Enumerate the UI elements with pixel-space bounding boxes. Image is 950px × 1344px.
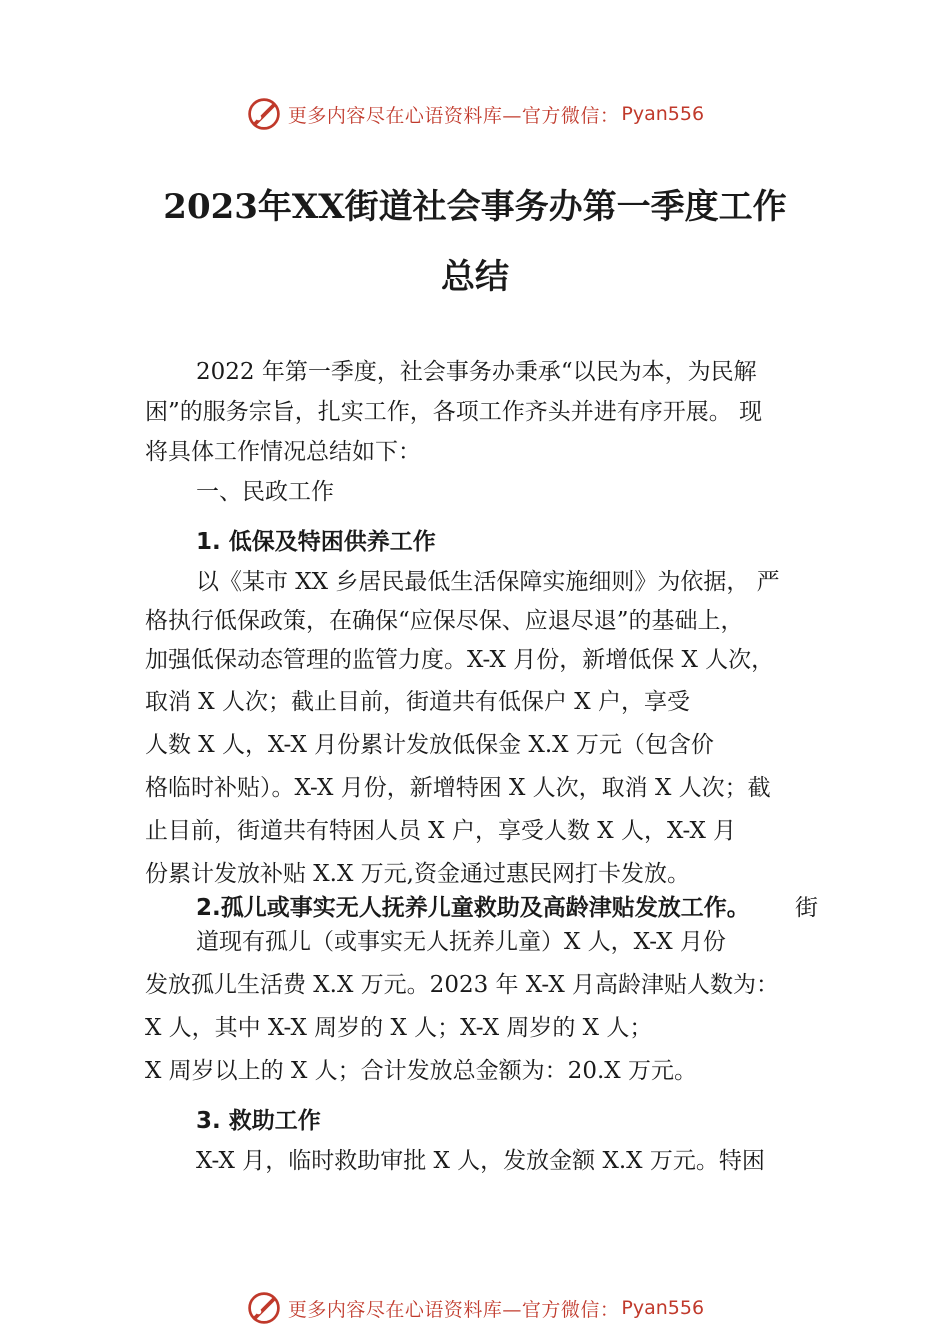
body-line: 2022 年第一季度，社会事务办秉承“以民为本，为民解 [196, 359, 757, 385]
body-line: 人数 X 人，X-X 月份累计发放低保金 X.X 万元（包含价 [145, 732, 714, 758]
pen-logo-icon [246, 96, 282, 132]
watermark-text: 更多内容尽在心语资料库—官方微信： [287, 104, 620, 127]
body-line: 份累计发放补贴 X.X 万元,资金通过惠民网打卡发放。 [145, 861, 690, 887]
body-line: 道现有孤儿（或事实无人抚养儿童）X 人，X-X 月份 [196, 929, 726, 955]
body-line: X 人，其中 X-X 周岁的 X 人；X-X 周岁的 X 人； [145, 1015, 653, 1041]
body-line: 格执行低保政策，在确保“应保尽保、应退尽退”的基础上， [145, 608, 744, 634]
body-line: 止目前，街道共有特困人员 X 户，享受人数 X 人，X-X 月 [145, 818, 737, 844]
body-line: 取消 X 人次；截止目前，街道共有低保户 X 户，享受 [145, 689, 690, 715]
document-title-line-2: 总结 [441, 257, 509, 297]
wechat-id: Pyan556 [621, 103, 705, 125]
subsection-heading: 2.孤儿或事实无人抚养儿童救助及高龄津贴发放工作。 [196, 895, 750, 921]
body-line: 将具体工作情况总结如下： [145, 439, 421, 465]
body-line: 困”的服务宗旨，扎实工作，各项工作齐头并进有序开展。 现 [145, 399, 763, 425]
body-line: 街 [795, 895, 818, 921]
watermark-text: 更多内容尽在心语资料库—官方微信： [287, 1298, 620, 1321]
watermark-banner-bottom [0, 1288, 950, 1328]
pen-logo-icon [246, 1290, 282, 1326]
body-line: X 周岁以上的 X 人；合计发放总金额为：20.X 万元。 [145, 1058, 697, 1084]
body-line: X-X 月，临时救助审批 X 人，发放金额 X.X 万元。特困 [196, 1148, 765, 1174]
subsection-heading: 3. 救助工作 [196, 1108, 321, 1134]
document-title-line-1: 2023年XX街道社会事务办第一季度工作 [163, 187, 787, 227]
body-line: 发放孤儿生活费 X.X 万元。2023 年 X-X 月高龄津贴人数为： [145, 972, 780, 998]
body-line: 加强低保动态管理的监管力度。X-X 月份，新增低保 X 人次， [145, 647, 775, 673]
body-line: 以《某市 XX 乡居民最低生活保障实施细则》为依据， 严 [196, 569, 780, 595]
wechat-id: Pyan556 [621, 1297, 705, 1319]
body-line: 格临时补贴）。X-X 月份，新增特困 X 人次，取消 X 人次；截 [145, 775, 771, 801]
watermark-banner-top [0, 94, 950, 134]
section-heading: 一、民政工作 [196, 479, 334, 505]
subsection-heading: 1. 低保及特困供养工作 [196, 529, 436, 555]
